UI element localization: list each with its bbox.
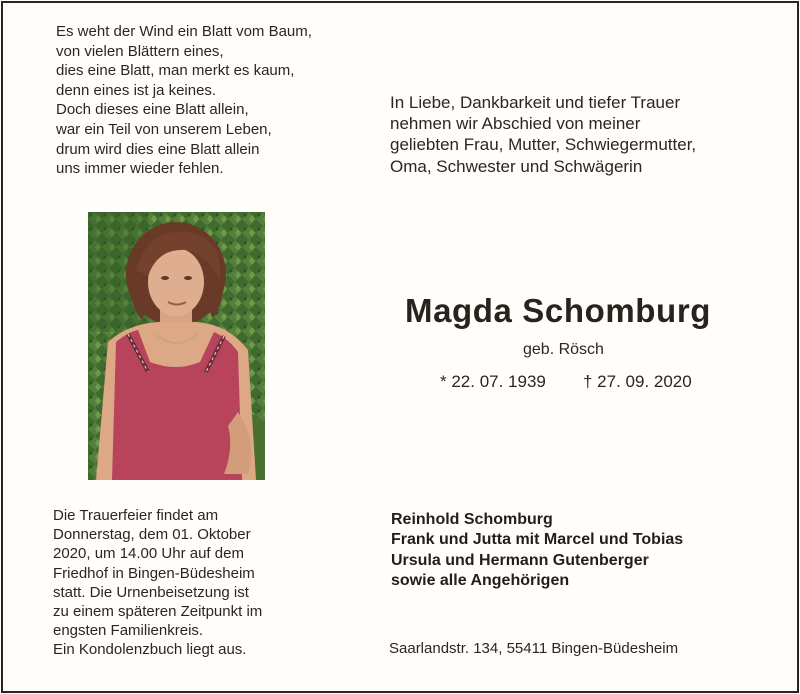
portrait-photo — [88, 212, 265, 480]
poem-line: denn eines ist ja keines. — [56, 81, 217, 99]
intro-line: Oma, Schwester und Schwägerin — [390, 156, 643, 176]
intro-line: In Liebe, Dankbarkeit und tiefer Trauer — [390, 93, 681, 112]
poem — [56, 22, 312, 179]
farewell-intro — [390, 92, 696, 177]
poem-line: von vielen Blättern eines, — [56, 42, 224, 60]
intro-line: nehmen wir Abschied von meiner — [390, 114, 641, 134]
portrait-illustration — [88, 212, 265, 480]
funeral-line: Die Trauerfeier findet am — [53, 507, 219, 524]
mourner-line: Ursula und Hermann Gutenberger — [391, 551, 649, 569]
funeral-line: Donnerstag, dem 01. Oktober — [53, 526, 251, 544]
poem-line: Doch dieses eine Blatt allein, — [56, 101, 249, 119]
deceased-name: Magda Schomburg — [405, 292, 712, 329]
poem-line: drum wird dies eine Blatt allein — [56, 140, 260, 158]
funeral-notice — [53, 506, 262, 660]
poem-line: Es weht der Wind ein Blatt vom Baum, — [56, 23, 312, 40]
poem-line: uns immer wieder fehlen. — [56, 160, 224, 178]
death-date: † 27. 09. 2020 — [583, 372, 692, 391]
poem-line: war ein Teil von unserem Leben, — [56, 120, 272, 138]
funeral-line: Ein Kondolenzbuch liegt aus. — [53, 641, 247, 659]
mourner-line: sowie alle Angehörigen — [391, 572, 570, 590]
family-address: Saarlandstr. 134, 55411 Bingen-Büdesheim — [389, 640, 679, 657]
funeral-line: statt. Die Urnenbeisetzung ist — [53, 583, 249, 601]
maiden-name: geb. Rösch — [523, 341, 604, 358]
birth-date: * 22. 07. 1939 — [440, 372, 546, 391]
funeral-line: engsten Familienkreis. — [53, 622, 204, 640]
poem-line: dies eine Blatt, man merkt es kaum, — [56, 62, 295, 80]
mourner-line: Reinhold Schomburg — [391, 511, 553, 528]
mourners-list — [391, 510, 683, 592]
funeral-line: Friedhof in Bingen-Büdesheim — [53, 564, 255, 582]
mourner-line: Frank und Jutta mit Marcel und Tobias — [391, 531, 684, 549]
intro-line: geliebten Frau, Mutter, Schwiegermutter, — [390, 135, 697, 155]
funeral-line: zu einem späteren Zeitpunkt im — [53, 603, 263, 621]
funeral-line: 2020, um 14.00 Uhr auf dem — [53, 545, 244, 563]
